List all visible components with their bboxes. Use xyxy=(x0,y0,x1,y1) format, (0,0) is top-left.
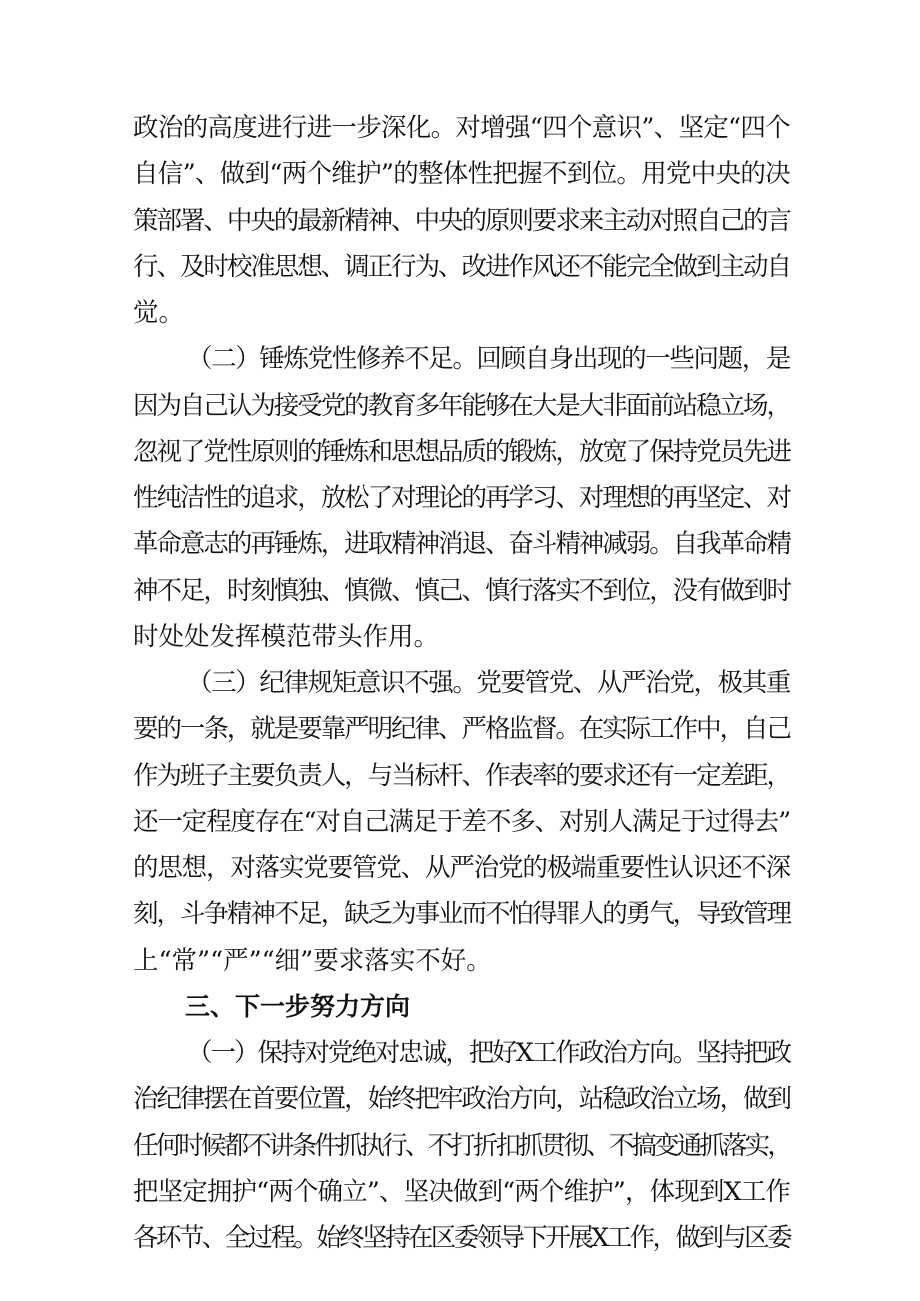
paragraph-3-line-4 xyxy=(0,800,920,844)
paragraph-4-line-4 xyxy=(0,1170,920,1214)
line-text: （一）保持对党绝对忠诚，把好X工作政治方向。坚持把政 xyxy=(187,1038,790,1068)
line-text: 上“常”“严”“细”要求落实不好。 xyxy=(133,946,492,976)
paragraph-3-line-5 xyxy=(0,846,920,890)
paragraph-1-line-4 xyxy=(0,245,920,289)
paragraph-1-line-5 xyxy=(0,291,920,335)
paragraph-2-line-2 xyxy=(0,384,920,428)
line-text: 因为自己认为接受党的教育多年能够在大是大非面前站稳立场， xyxy=(133,391,790,421)
line-text: 自信”、做到“两个维护”的整体性把握不到位。用党中央的决 xyxy=(133,159,790,189)
line-text: 觉。 xyxy=(133,298,185,328)
paragraph-1-line-2 xyxy=(0,152,920,196)
line-text: （二）锤炼党性修养不足。回顾自身出现的一些问题，是 xyxy=(187,344,790,374)
line-text: 行、及时校准思想、调正行为、改进作风还不能完全做到主动自 xyxy=(133,252,790,282)
line-text: 还一定程度存在“对自己满足于差不多、对别人满足于过得去” xyxy=(133,807,790,837)
paragraph-4-line-5 xyxy=(0,1216,920,1260)
paragraph-2-line-6 xyxy=(0,569,920,613)
paragraph-2-line-3 xyxy=(0,430,920,474)
paragraph-2-line-1 xyxy=(0,337,920,381)
paragraph-3-line-6 xyxy=(0,892,920,936)
paragraph-1-line-1 xyxy=(0,106,920,150)
line-text: 革命意志的再锤炼，进取精神消退、奋斗精神减弱。自我革命精 xyxy=(133,529,790,559)
paragraph-4-line-3 xyxy=(0,1124,920,1168)
paragraph-3-line-2 xyxy=(0,707,920,751)
heading-text: 三、下一步努力方向 xyxy=(185,992,411,1021)
line-text: 要的一条，就是要靠严明纪律、严格监督。在实际工作中，自己 xyxy=(133,714,790,744)
line-text: 性纯洁性的追求，放松了对理论的再学习、对理想的再坚定、对 xyxy=(133,483,790,513)
line-text: 忽视了党性原则的锤炼和思想品质的锻炼，放宽了保持党员先进 xyxy=(133,437,790,467)
line-text: 各环节、全过程。始终坚持在区委领导下开展X工作，做到与区委 xyxy=(133,1223,790,1253)
paragraph-2-line-5 xyxy=(0,522,920,566)
line-text: 治纪律摆在首要位置，始终把牢政治方向，站稳政治立场，做到 xyxy=(133,1084,790,1114)
paragraph-2-line-4 xyxy=(0,476,920,520)
paragraph-3-line-3 xyxy=(0,754,920,798)
line-text: 把坚定拥护“两个确立”、坚决做到“两个维护”，体现到X工作 xyxy=(133,1177,790,1207)
line-text: 作为班子主要负责人，与当标杆、作表率的要求还有一定差距， xyxy=(133,761,790,791)
line-text: 策部署、中央的最新精神、中央的原则要求来主动对照自己的言 xyxy=(133,206,790,236)
line-text: 刻，斗争精神不足，缺乏为事业而不怕得罪人的勇气，导致管理 xyxy=(133,899,790,929)
paragraph-4-line-2 xyxy=(0,1077,920,1121)
paragraph-3-line-1 xyxy=(0,661,920,705)
line-text: 神不足，时刻慎独、慎微、慎己、慎行落实不到位，没有做到时 xyxy=(133,576,790,606)
paragraph-3-line-7 xyxy=(0,939,920,983)
line-text: 的思想，对落实党要管党、从严治党的极端重要性认识还不深 xyxy=(133,853,790,883)
section-heading xyxy=(0,985,920,1029)
paragraph-2-line-7 xyxy=(0,615,920,659)
line-text: 时处处发挥模范带头作用。 xyxy=(133,622,440,652)
line-text: 政治的高度进行进一步深化。对增强“四个意识”、坚定“四个 xyxy=(133,113,790,143)
line-text: （三）纪律规矩意识不强。党要管党、从严治党，极其重 xyxy=(187,668,790,698)
paragraph-4-line-1 xyxy=(0,1031,920,1075)
paragraph-1-line-3 xyxy=(0,199,920,243)
line-text: 任何时候都不讲条件抓执行、不打折扣抓贯彻、不搞变通抓落实， xyxy=(133,1131,790,1161)
